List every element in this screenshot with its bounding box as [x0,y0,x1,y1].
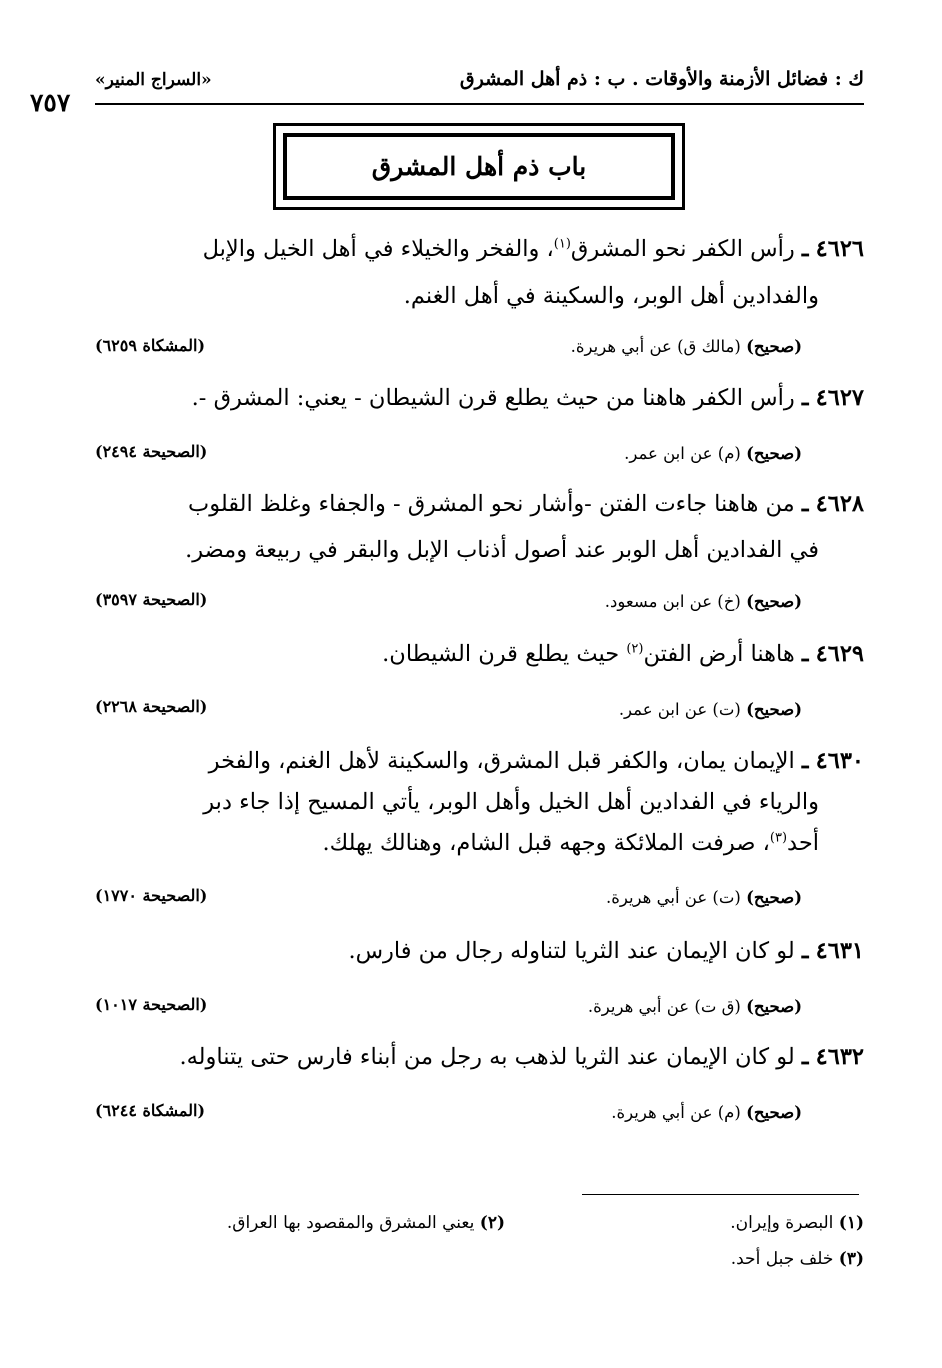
grade-label: (صحيح) [746,888,802,907]
running-header-section: ك : فضائل الأزمنة والأوقات . ب : ذم أهل المشرق [459,68,864,90]
hadith-dash: ـ [801,1044,809,1070]
grade-label: (صحيح) [746,444,802,463]
hadith-text: لو كان الإيمان عند الثريا لتناوله رجال من فارس. [348,938,795,964]
hadith-number: ٤٦٢٦ [815,236,864,262]
source-text: (ت) عن أبي هريرة. [605,888,741,907]
hadith-4626-reference: (المشكاة ٦٢٥٩) [95,336,206,355]
chapter-title-inner-frame [283,133,675,200]
hadith-number: ٤٦٢٩ [815,641,864,667]
hadith-number: ٤٦٢٧ [815,385,864,411]
hadith-dash: ـ [801,641,809,667]
hadith-4628-line-1 [188,491,864,517]
source-text: (م) عن ابن عمر. [624,444,741,463]
chapter-title-frame [273,123,685,210]
hadith-4629-line-1 [382,641,864,667]
source-text: (مالك ق) عن أبي هريرة. [570,337,741,356]
hadith-4627-reference: (الصحيحة ٢٤٩٤) [95,442,208,461]
hadith-4631-line-1 [348,938,864,964]
hadith-number: ٤٦٣٢ [815,1044,864,1070]
hadith-4628-grade-source [605,592,802,611]
grade-label: (صحيح) [746,1103,802,1122]
footnote-3 [731,1249,864,1269]
hadith-4631-reference: (الصحيحة ١٠١٧) [95,995,208,1014]
hadith-4632-reference: (المشكاة ٦٢٤٤) [95,1101,206,1120]
hadith-4630-reference: (الصحيحة ١٧٧٠) [95,886,208,905]
footnote-marker: (٢) [626,641,644,657]
hadith-text: الإيمان يمان، والكفر قبل المشرق، والسكينة لأهل الغنم، والفخر [208,748,795,774]
source-text: (م) عن أبي هريرة. [611,1103,741,1122]
footnote-text: يعني المشرق والمقصود بها العراق. [226,1213,475,1233]
hadith-text: رأس الكفر نحو المشرق [570,236,795,262]
hadith-4630-line-3 [322,830,819,856]
source-text: (ت) عن ابن عمر. [618,700,741,719]
hadith-4630-line-1 [209,748,864,774]
source-text: (ق ت) عن أبي هريرة. [587,997,741,1016]
footnote-marker: (٣) [838,1249,864,1269]
hadith-dash: ـ [801,938,809,964]
hadith-number: ٤٦٣٠ [815,748,864,774]
footnote-1 [730,1213,864,1233]
hadith-4632-line-1 [179,1044,864,1070]
hadith-number: ٤٦٢٨ [815,491,864,517]
hadith-text: ، صرفت الملائكة وجهه قبل الشام، وهنالك يهلك. [322,830,770,856]
hadith-text: أحد [787,830,819,856]
grade-label: (صحيح) [746,337,802,356]
grade-label: (صحيح) [746,592,802,611]
hadith-4627-grade-source [624,444,802,463]
footnote-text: خلف جبل أحد. [730,1249,834,1269]
running-header-book-title: «السراج المنير» [95,70,212,90]
page-number: ٧٥٧ [30,88,71,117]
hadith-dash: ـ [801,748,809,774]
hadith-4630-line-2: والرياء في الفدادين أهل الخيل وأهل الوبر، يأتي المسيح إذا جاء دبر [203,789,819,815]
footnote-marker: (٢) [479,1213,505,1233]
hadith-text: من هاهنا جاءت الفتن -وأشار نحو المشرق - والجفاء وغلظ القلوب [188,491,795,517]
hadith-dash: ـ [801,236,809,262]
footnote-text: البصرة وإيران. [730,1213,834,1233]
hadith-4628-reference: (الصحيحة ٣٥٩٧) [95,590,208,609]
hadith-text: هاهنا أرض الفتن [643,641,795,667]
chapter-title: باب ذم أهل المشرق [371,152,587,181]
footnote-marker: (١) [553,236,571,252]
hadith-text: لو كان الإيمان عند الثريا لذهب به رجل من أبناء فارس حتى يتناوله. [179,1044,795,1070]
footnote-2 [227,1213,505,1233]
hadith-4627-line-1 [192,385,864,411]
hadith-4632-grade-source [611,1103,802,1122]
hadith-4630-grade-source [606,888,802,907]
hadith-4626-line-2: والفدادين أهل الوبر، والسكينة في أهل الغنم. [403,283,819,309]
grade-label: (صحيح) [746,997,802,1016]
hadith-4628-line-2: في الفدادين أهل الوبر عند أصول أذناب الإبل والبقر في ربيعة ومضر. [185,537,819,563]
footnote-marker: (٣) [769,830,788,846]
header-divider [95,103,864,105]
hadith-dash: ـ [801,385,809,411]
hadith-number: ٤٦٣١ [815,938,864,964]
hadith-4626-line-1 [203,236,864,262]
hadith-4629-reference: (الصحيحة ٢٢٦٨) [95,697,208,716]
grade-label: (صحيح) [746,700,802,719]
footnote-divider [582,1194,859,1195]
footnote-marker: (١) [838,1213,864,1233]
hadith-text: ، والفخر والخيلاء في أهل الخيل والإبل [202,236,554,262]
hadith-4626-grade-source [571,337,802,356]
source-text: (خ) عن ابن مسعود. [604,592,741,611]
hadith-text: رأس الكفر هاهنا من حيث يطلع قرن الشيطان - يعني: المشرق -. [191,385,795,411]
hadith-text: حيث يطلع قرن الشيطان. [382,641,627,667]
hadith-4631-grade-source [588,997,802,1016]
hadith-dash: ـ [801,491,809,517]
hadith-4629-grade-source [619,700,802,719]
